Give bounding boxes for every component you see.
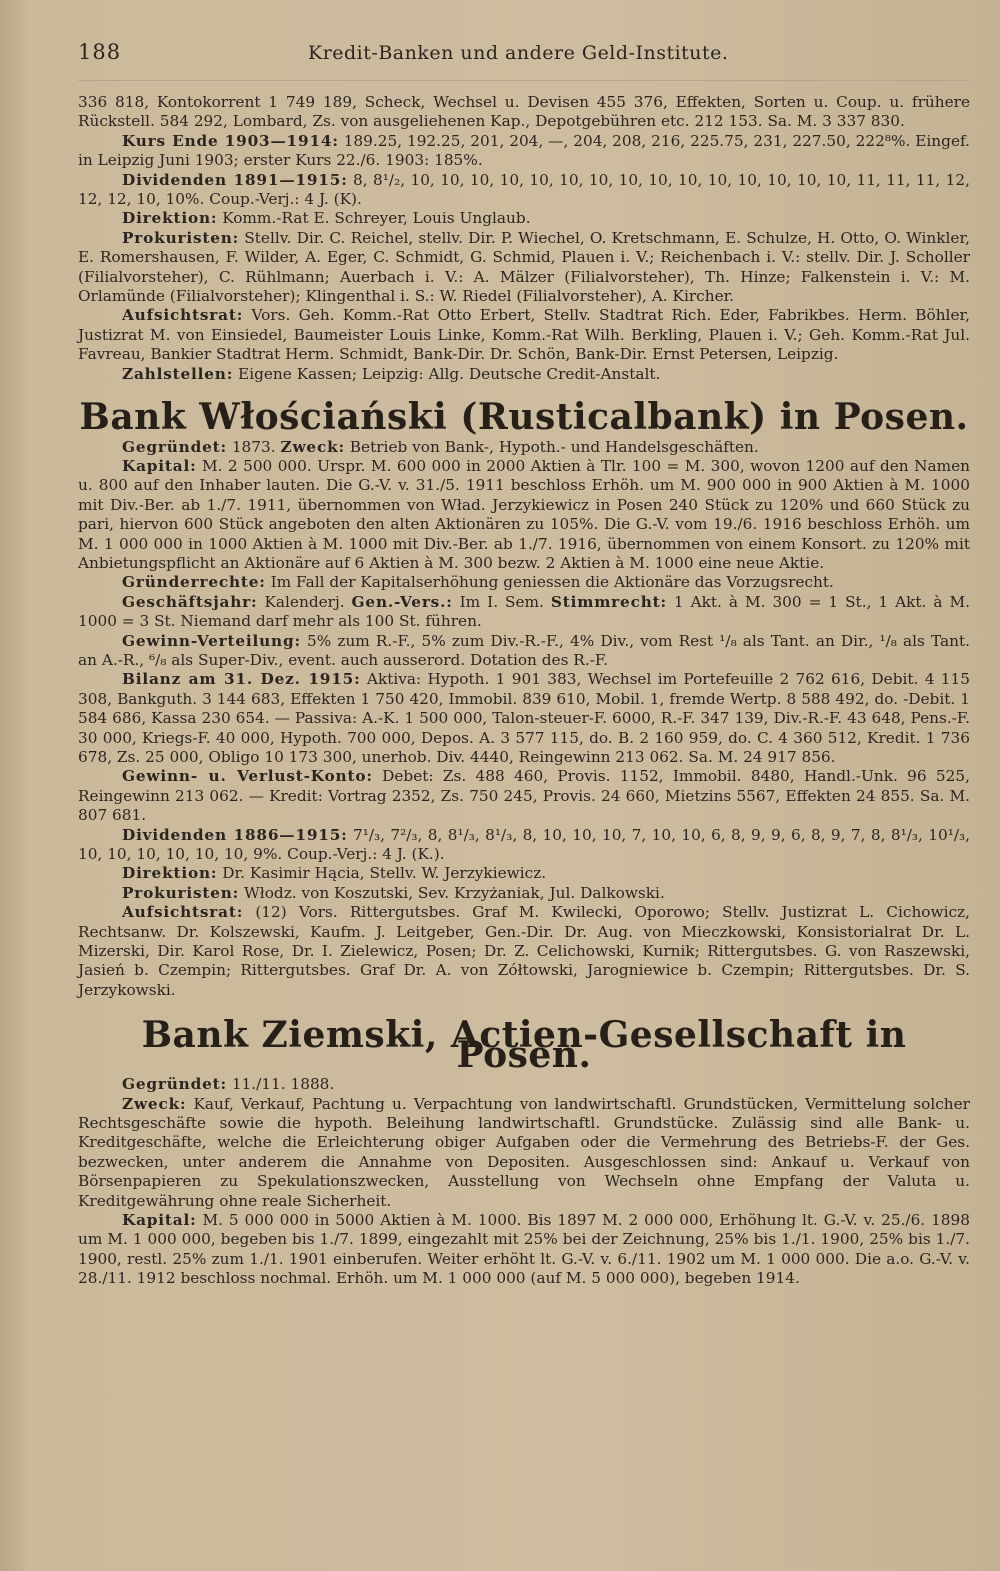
prokuristen-paragraph [78,229,970,307]
direktion-text: Komm.-Rat E. Schreyer, Louis Unglaub. [222,209,531,228]
direktion-2-text: Dr. Kasimir Hącia, Stellv. W. Jerzykiewicz. [222,864,547,883]
direktion-2-paragraph [78,864,970,883]
bilanz-paragraph [78,670,970,767]
geschaeftsjahr-label: Geschäftsjahr: [122,592,258,611]
aufsichtsrat-2-label: Aufsichtsrat: [122,903,244,922]
dividenden-label: Dividenden 1891—1915: [122,170,348,189]
prokuristen-2-text: Włodz. von Koszutski, Sev. Krzyżaniak, Jul. Dalkowski. [244,883,665,902]
prokuristen-label: Prokuristen: [122,228,240,247]
zahlstellen-label: Zahlstellen: [122,364,234,383]
direktion-2-label: Direktion: [122,864,218,883]
zweck-3-paragraph [78,1095,970,1211]
aufsichtsrat-paragraph [78,306,970,364]
continuation-text: 336 818, Kontokorrent 1 749 189, Scheck, Wechsel u. Devisen 455 376, Effekten, Sorten u. Coup. u. frühere Rückstell. 584 292, Lombard, Zs. von ausgeliehenen Kap., Depotgebühren etc. 212 153. Sa. M. 3 337 830. [78,93,970,131]
gewinn-verteilung-text: 5% zum R.-F., 5% zum Div.-R.-F., 4% Div., vom Rest ¹/₈ als Tant. an Dir., ¹/₈ als Tant. an A.-R., ⁶/₈ als Super-Div., event. auch ausserord. Dotation des R.-F. [78,631,970,669]
section-title-wloscianski: Bank Włościański (Rusticalbank) in Posen. [79,396,969,439]
geschaeftsjahr-text: Kalenderj. [264,592,345,611]
dividenden-2-label: Dividenden 1886—1915: [122,825,348,844]
zweck-3-text: Kauf, Verkauf, Pachtung u. Verpachtung von landwirtschaftl. Grundstücken, Vermittelung solcher Rechtsgeschäfte sowie die hypoth. Beleihung landwirtschaftl. Grundstücke. Zulässig sind alle Bank- u. Kreditgeschäfte, welche die Erleichterung obiger Aufgaben oder die Vermehrung des Betriebs-F. der Ges. bezwecken, unter anderem die Annahme von Depositen. Ausgeschlossen sind: Ankauf u. Verkauf von Börsenpapieren zu Spekulationszwecken, Ausstellung von Wechseln ohne Empfang der Valuta u. Kreditgewährung ohne reale Sicherheit. [78,1094,970,1210]
gegruendet-3-paragraph [78,1075,970,1094]
kapital-text: M. 2 500 000. Urspr. M. 600 000 in 2000 Aktien à Tlr. 100 = M. 300, wovon 1200 auf den Namen u. 800 auf den Inhaber lauten. Die G.-V. v. 31./5. 1911 beschloss Erhöh. um M. 900 000 in 900 Aktien à M. 1000 mit Div.-Ber. ab 1./7. 1911, übernommen von Wład. Jerzykiewicz in Posen 240 Stück zu 120% und 660 Stück zu pari, hiervon 600 Stück angeboten den alten Aktionären zu 105%. Die G.-V. vom 19./6. 1916 beschloss Erhöh. um M. 1 000 000 in 1000 Aktien à M. 1000 mit Div.-Ber. ab 1./7. 1916, übernommen von einem Konsort. zu 120% mit Anbietungspflicht an Aktionäre auf 6 Aktien à M. 300 bezw. 2 Aktien à M. 1000 eine neue Aktie. [78,456,970,572]
zweck-label: Zweck: [280,437,345,456]
stimmrecht-label: Stimmrecht: [550,592,667,611]
kurs-text: 189.25, 192.25, 201, 204, —, 204, 208, 216, 225.75, 231, 227.50, 222⁸%. Eingef. in Leipzig Juni 1903; erster Kurs 22./6. 1903: 185%. [78,131,970,170]
gegruendet-3-label: Gegründet: [122,1075,227,1094]
dividenden-2-paragraph [78,826,970,865]
kapital-3-label: Kapital: [122,1210,197,1229]
gegruendet-3-text: 11./11. 1888. [231,1075,335,1094]
kurs-label: Kurs Ende 1903—1914: [122,131,339,150]
zahlstellen-text: Eigene Kassen; Leipzig: Allg. Deutsche Credit-Anstalt. [238,364,661,383]
zweck-text: Betrieb von Bank-, Hypoth.- und Handelsgeschäften. [349,437,759,456]
page-header [78,40,970,81]
gewinn-verteilung-paragraph [78,632,970,671]
aufsichtsrat-label: Aufsichtsrat: [122,306,244,325]
page-body [78,93,970,1289]
gegruendet-paragraph [78,438,970,457]
dividenden-2-text: 7¹/₃, 7²/₃, 8, 8¹/₃, 8¹/₃, 8, 10, 10, 10, 7, 10, 10, 6, 8, 9, 9, 6, 8, 9, 7, 8, 8¹/₃, 10¹/₃, 10, 10, 10, 10, 10, 10, 9%. Coup.-Verj.: 4 J. (K.). [78,825,971,864]
zahlstellen-paragraph [78,365,970,384]
aufsichtsrat-2-text: (12) Vors. Rittergutsbes. Graf M. Kwilecki, Oporowo; Stellv. Justizrat L. Cichowicz, Rechtsanw. Dr. Kolszewski, Kaufm. J. Leitgeber, Gen.-Dir. Dr. Aug. von Mieczkowski, Konsistorialrat Dr. L. Mizerski, Dir. Karol Rose, Dr. I. Zielewicz, Posen; Dr. Z. Celichowski, Kurnik; Rittergutsbes. G. von Raszewski, Jasień b. Czempin; Rittergutsbes. Graf Dr. A. von Zółtowski, Jarogniewice b. Czempin; Rittergutsbes. Dr. S. Jerzykowski. [78,903,970,999]
aufsichtsrat-text: Vors. Geh. Komm.-Rat Otto Erbert, Stellv. Stadtrat Rich. Eder, Fabrikbes. Herm. Böhler, Justizrat M. von Einsiedel, Baumeister Louis Linke, Komm.-Rat Wilh. Berkling, Plauen i. V.; Geh. Komm.-Rat Jul. Favreau, Bankier Stadtrat Herm. Schmidt, Bank-Dir. Dr. Schön, Bank-Dir. Ernst Petersen, Leipzig. [78,306,970,364]
gruenderrechte-paragraph [78,573,970,592]
aufsichtsrat-2-paragraph [78,903,970,1000]
running-title: Kredit-Banken und andere Geld-Institute. [308,42,729,64]
prokuristen-2-label: Prokuristen: [122,883,240,902]
page-number: 188 [78,40,122,64]
gewinn-verteilung-label: Gewinn-Verteilung: [122,631,301,650]
kapital-label: Kapital: [122,456,197,475]
gruenderrechte-label: Gründerrechte: [122,573,266,592]
section-title-ziemski: Bank Ziemski, Actien-Gesellschaft in Posen. [141,1014,907,1076]
genvers-text: Im I. Sem. [459,592,544,611]
bilanz-label: Bilanz am 31. Dez. 1915: [122,670,361,689]
continuation-paragraph [78,93,970,132]
kurs-paragraph [78,132,970,171]
gewinn-verlust-text: Debet: Zs. 488 460, Provis. 1152, Immobil. 8480, Handl.-Unk. 96 525, Reingewinn 213 062. — Kredit: Vortrag 2352, Zs. 750 245, Provis. 24 660, Mietzins 5567, Effekten 24 855. Sa. M. 807 681. [78,767,970,825]
gewinn-verlust-label: Gewinn- u. Verlust-Konto: [122,767,373,786]
zweck-3-label: Zweck: [122,1094,187,1113]
genvers-label: Gen.-Vers.: [351,592,453,611]
direktion-label: Direktion: [122,209,218,228]
stimmrecht-text: 1 Akt. à M. 300 = 1 St., 1 Akt. à M. 1000 = 3 St. Niemand darf mehr als 100 St. führen. [78,592,970,631]
kapital-paragraph [78,457,970,573]
kapital-3-paragraph [78,1211,970,1289]
prokuristen-2-paragraph [78,884,970,903]
gegruendet-text: 1873. [231,437,276,456]
dividenden-paragraph [78,171,970,210]
dividenden-text: 8, 8¹/₂, 10, 10, 10, 10, 10, 10, 10, 10, 10, 10, 10, 10, 10, 10, 10, 11, 11, 11, 12, 12, 12, 10, 10%. Coup.-Verj.: 4 J. (K). [78,170,970,209]
gruenderrechte-text: Im Fall der Kapitalserhöhung geniessen die Aktionäre das Vorzugsrecht. [270,573,834,592]
bilanz-text: Aktiva: Hypoth. 1 901 383, Wechsel im Portefeuille 2 762 616, Debit. 4 115 308, Bankguth. 3 144 683, Effekten 1 750 420, Immobil. 839 610, Mobil. 1, fremde Wertp. 8 588 492, do. -Debit. 1 584 686, Kassa 230 654. — Passiva: A.-K. 1 500 000, Talon-steuer-F. 6000, R.-F. 347 139, Div.-R.-F. 43 648, Pens.-F. 30 000, Kriegs-F. 40 000, Hypoth. 700 000, Depos. A. 3 577 115, do. B. 2 160 959, do. C. 4 360 512, Kredit. 1 736 678, Zs. 25 000, Obligo 10 173 300, unerhob. Div. 4440, Reingewinn 213 062. Sa. M. 24 917 856. [78,670,970,766]
direktion-paragraph [78,209,970,228]
gewinn-verlust-paragraph [78,767,970,825]
gegruendet-label: Gegründet: [122,437,227,456]
prokuristen-text: Stellv. Dir. C. Reichel, stellv. Dir. P. Wiechel, O. Kretschmann, E. Schulze, H. Otto, O. Winkler, E. Romershausen, F. Wilder, A. Eger, C. Schmidt, G. Schmid, Plauen i. V.; Reichenbach i. V.: stellv. Dir. J. Scholler (Filialvorsteher), C. Rühlmann; Auerbach i. V.: A. Mälzer (Filialvorsteher), Th. Hinze; Falkenstein i. V.: M. Orlamünde (Filialvorsteher); Klingenthal i. S.: W. Riedel (Filialvorsteher), A. Kircher. [78,228,970,306]
kapital-3-text: M. 5 000 000 in 5000 Aktien à M. 1000. Bis 1897 M. 2 000 000, Erhöhung lt. G.-V. v. 25./6. 1898 um M. 1 000 000, begeben bis 1./7. 1899, eingezahlt mit 25% bei der Zeichnung, 25% bis 1./1. 1900, 25% bis 1./7. 1900, restl. 25% zum 1./1. 1901 einberufen. Weiter erhöht lt. G.-V. v. 6./11. 1902 um M. 1 000 000. Die a.o. G.-V. v. 28./11. 1912 beschloss nochmal. Erhöh. um M. 1 000 000 (auf M. 5 000 000), begeben 1914. [78,1210,970,1288]
geschaeftsjahr-paragraph [78,593,970,632]
